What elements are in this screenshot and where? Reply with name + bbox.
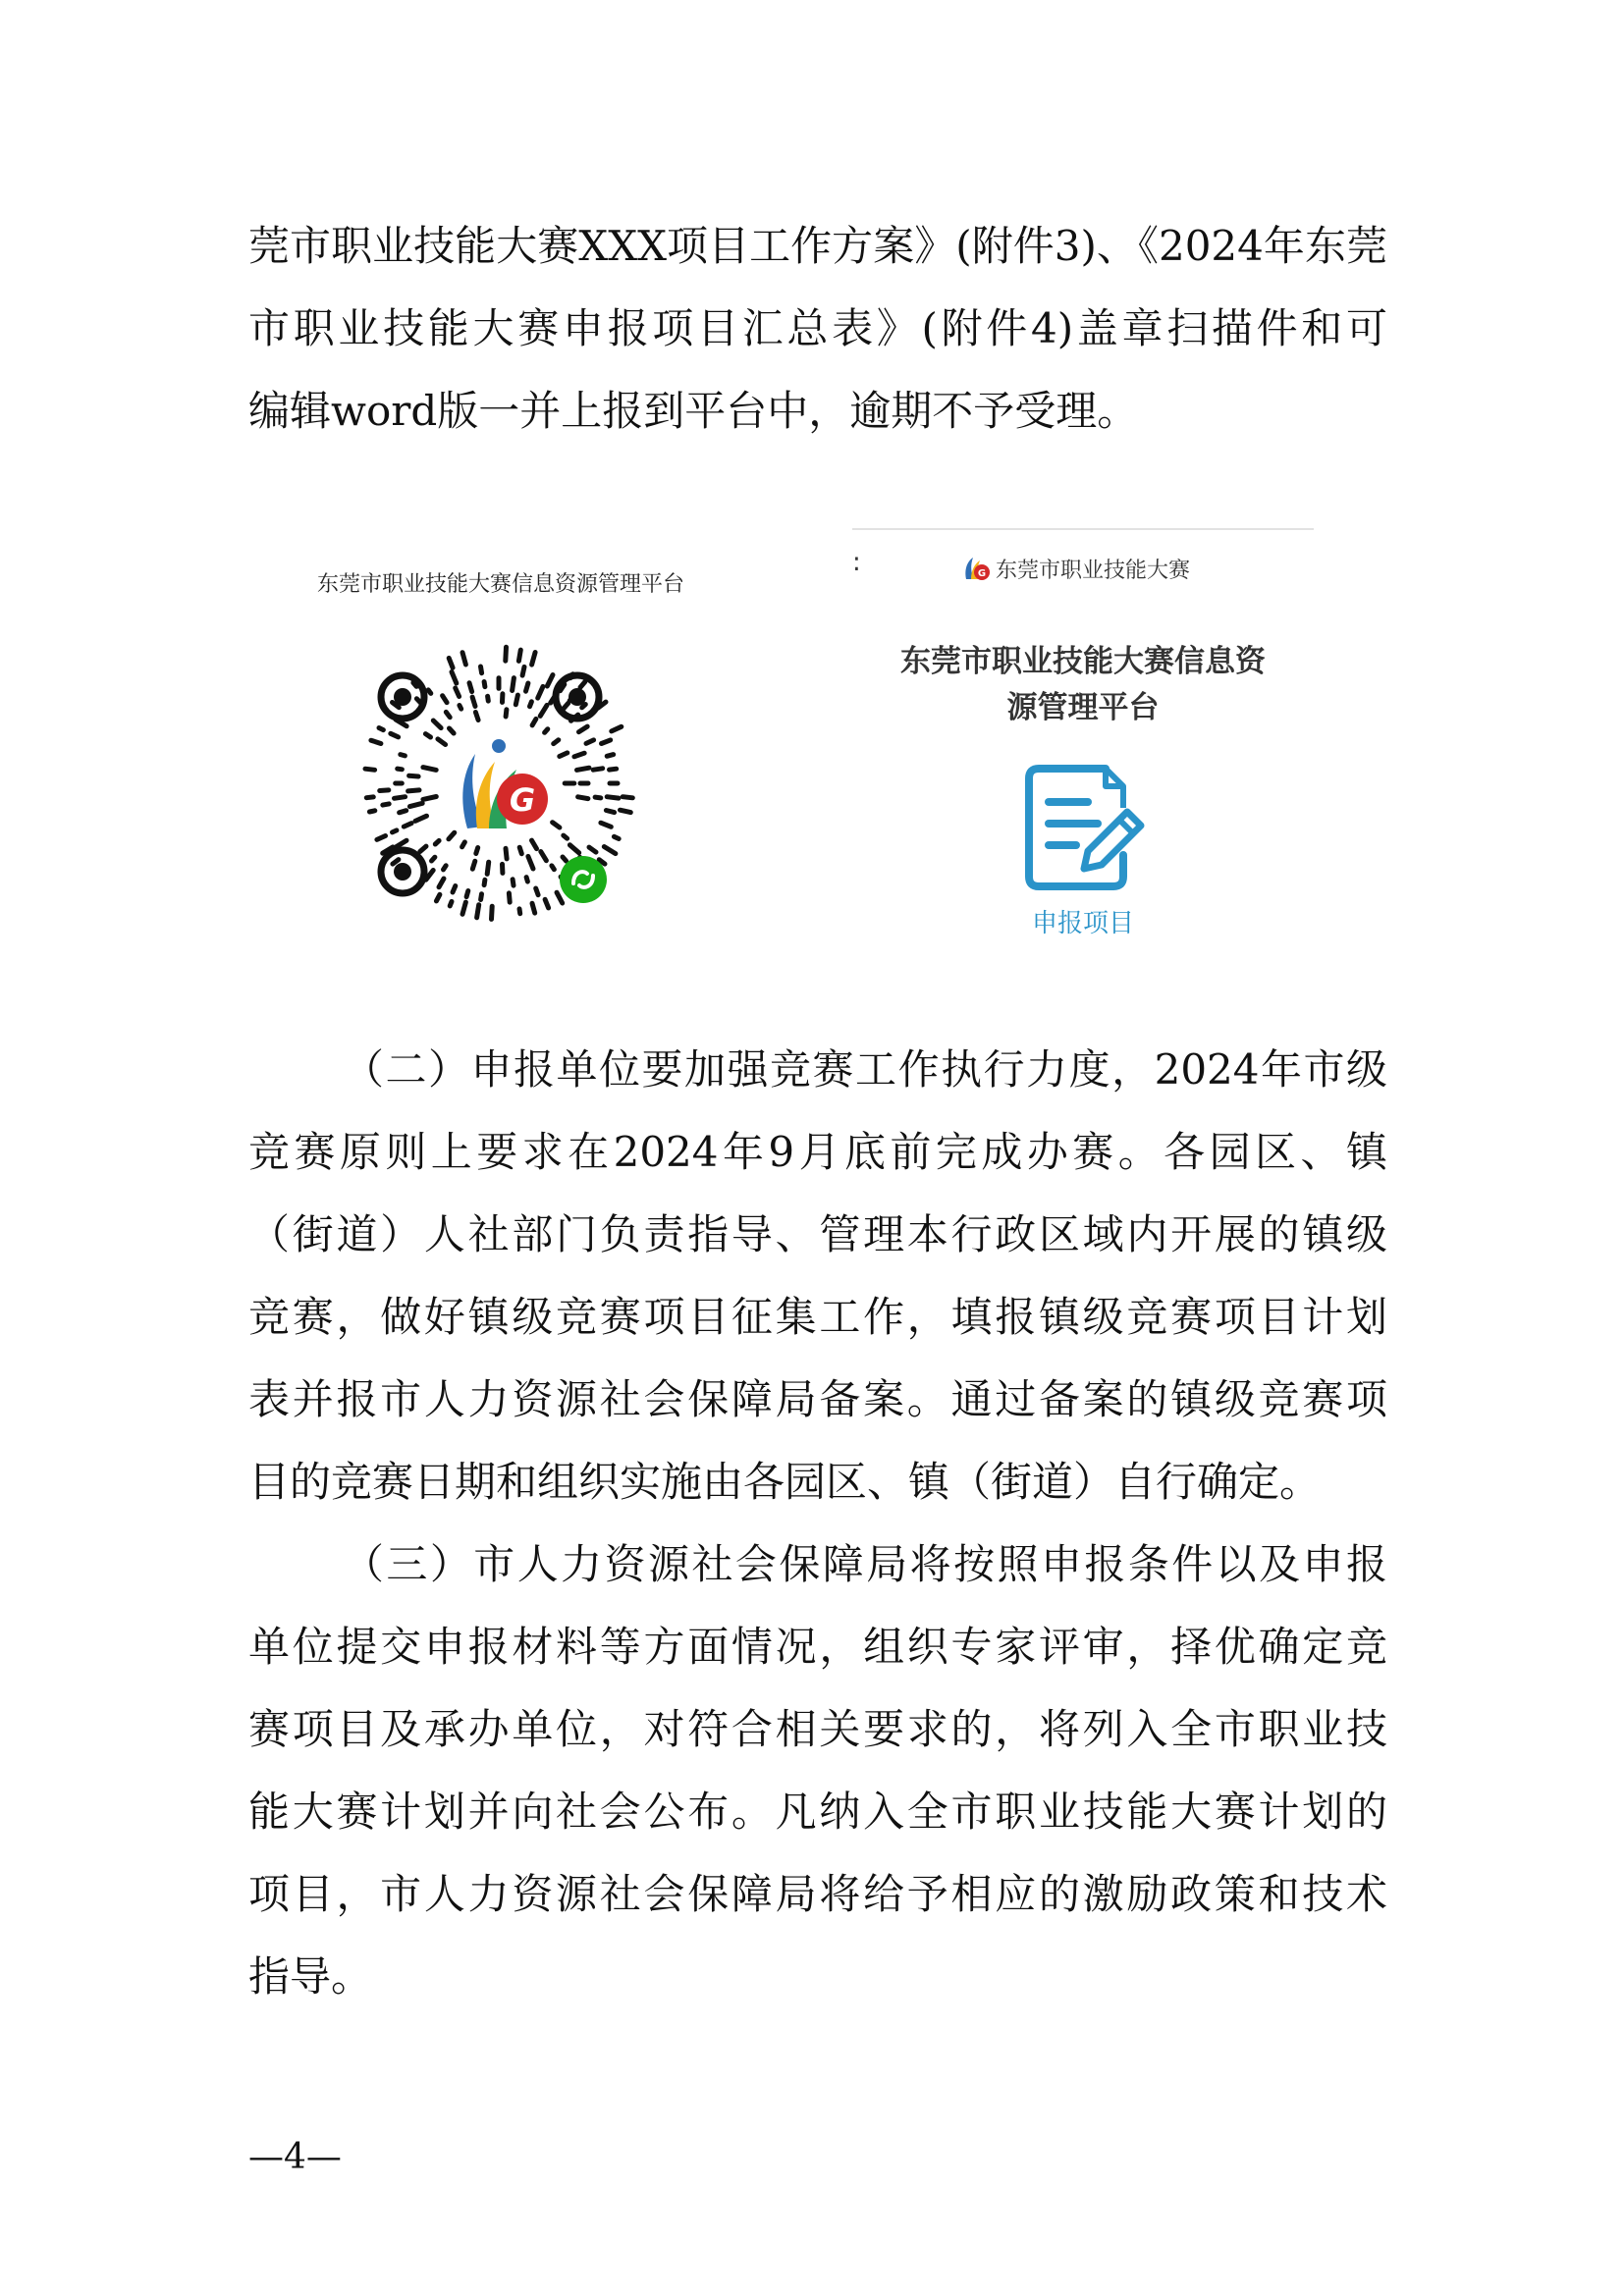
svg-text:G: G [509, 781, 536, 819]
section-2-line-1: （二）申报单位要加强竞赛工作执行力度，2024年市级 [343, 1045, 1387, 1094]
mini-program-screenshot [852, 528, 1314, 960]
page-number: —4— [248, 2137, 342, 2177]
screenshot-topbar-name: 东莞市职业技能大赛 [996, 559, 1191, 583]
screenshot-title-line-2: 源管理平台 [1006, 690, 1160, 725]
screenshot-colon: : [852, 548, 861, 577]
section-3-line-4: 能大赛计划并向社会公布。凡纳入全市职业技能大赛计划的 [248, 1788, 1387, 1836]
intro-line-2: 市职业技能大赛申报项目汇总表》(附件4)盖章扫描件和可 [248, 304, 1387, 352]
intro-line-1: 莞市职业技能大赛XXX项目工作方案》(附件3)、《2024年东莞 [248, 222, 1387, 270]
section-3-line-6: 指导。 [248, 1952, 373, 2001]
section-2-line-5: 表并报市人力资源社会保障局备案。通过备案的镇级竞赛项 [248, 1375, 1387, 1423]
svg-text:G: G [977, 568, 987, 579]
screenshot-divider [852, 528, 1314, 530]
document-edit-icon[interactable] [1019, 759, 1147, 896]
qr-code-panel [285, 550, 736, 942]
section-2-line-4: 竞赛，做好镇级竞赛项目征集工作，填报镇级竞赛项目计划 [248, 1293, 1387, 1341]
intro-line-3: 编辑word版一并上报到平台中，逾期不予受理。 [248, 387, 1139, 435]
section-2-line-2: 竞赛原则上要求在2024年9月底前完成办赛。各园区、镇 [248, 1128, 1387, 1176]
screenshot-title-line-1: 东莞市职业技能大赛信息资 [900, 644, 1266, 679]
section-3-line-3: 赛项目及承办单位，对符合相关要求的，将列入全市职业技 [248, 1705, 1387, 1753]
report-project-button[interactable]: 申报项目 [1031, 909, 1134, 938]
section-2-line-3: （街道）人社部门负责指导、管理本行政区域内开展的镇级 [248, 1210, 1387, 1258]
section-3-line-5: 项目，市人力资源社会保障局将给予相应的激励政策和技术 [248, 1870, 1387, 1918]
qr-code-icon [352, 636, 646, 931]
qr-panel-title: 东莞市职业技能大赛信息资源管理平台 [316, 572, 684, 597]
contest-logo-small-icon [962, 552, 992, 583]
section-3-line-1: （三）市人力资源社会保障局将按照申报条件以及申报 [343, 1540, 1387, 1588]
section-3-line-2: 单位提交申报材料等方面情况，组织专家评审，择优确定竞 [248, 1623, 1387, 1671]
mini-program-icon [560, 856, 607, 903]
section-2-line-6: 目的竞赛日期和组织实施由各园区、镇（街道）自行确定。 [248, 1458, 1322, 1506]
